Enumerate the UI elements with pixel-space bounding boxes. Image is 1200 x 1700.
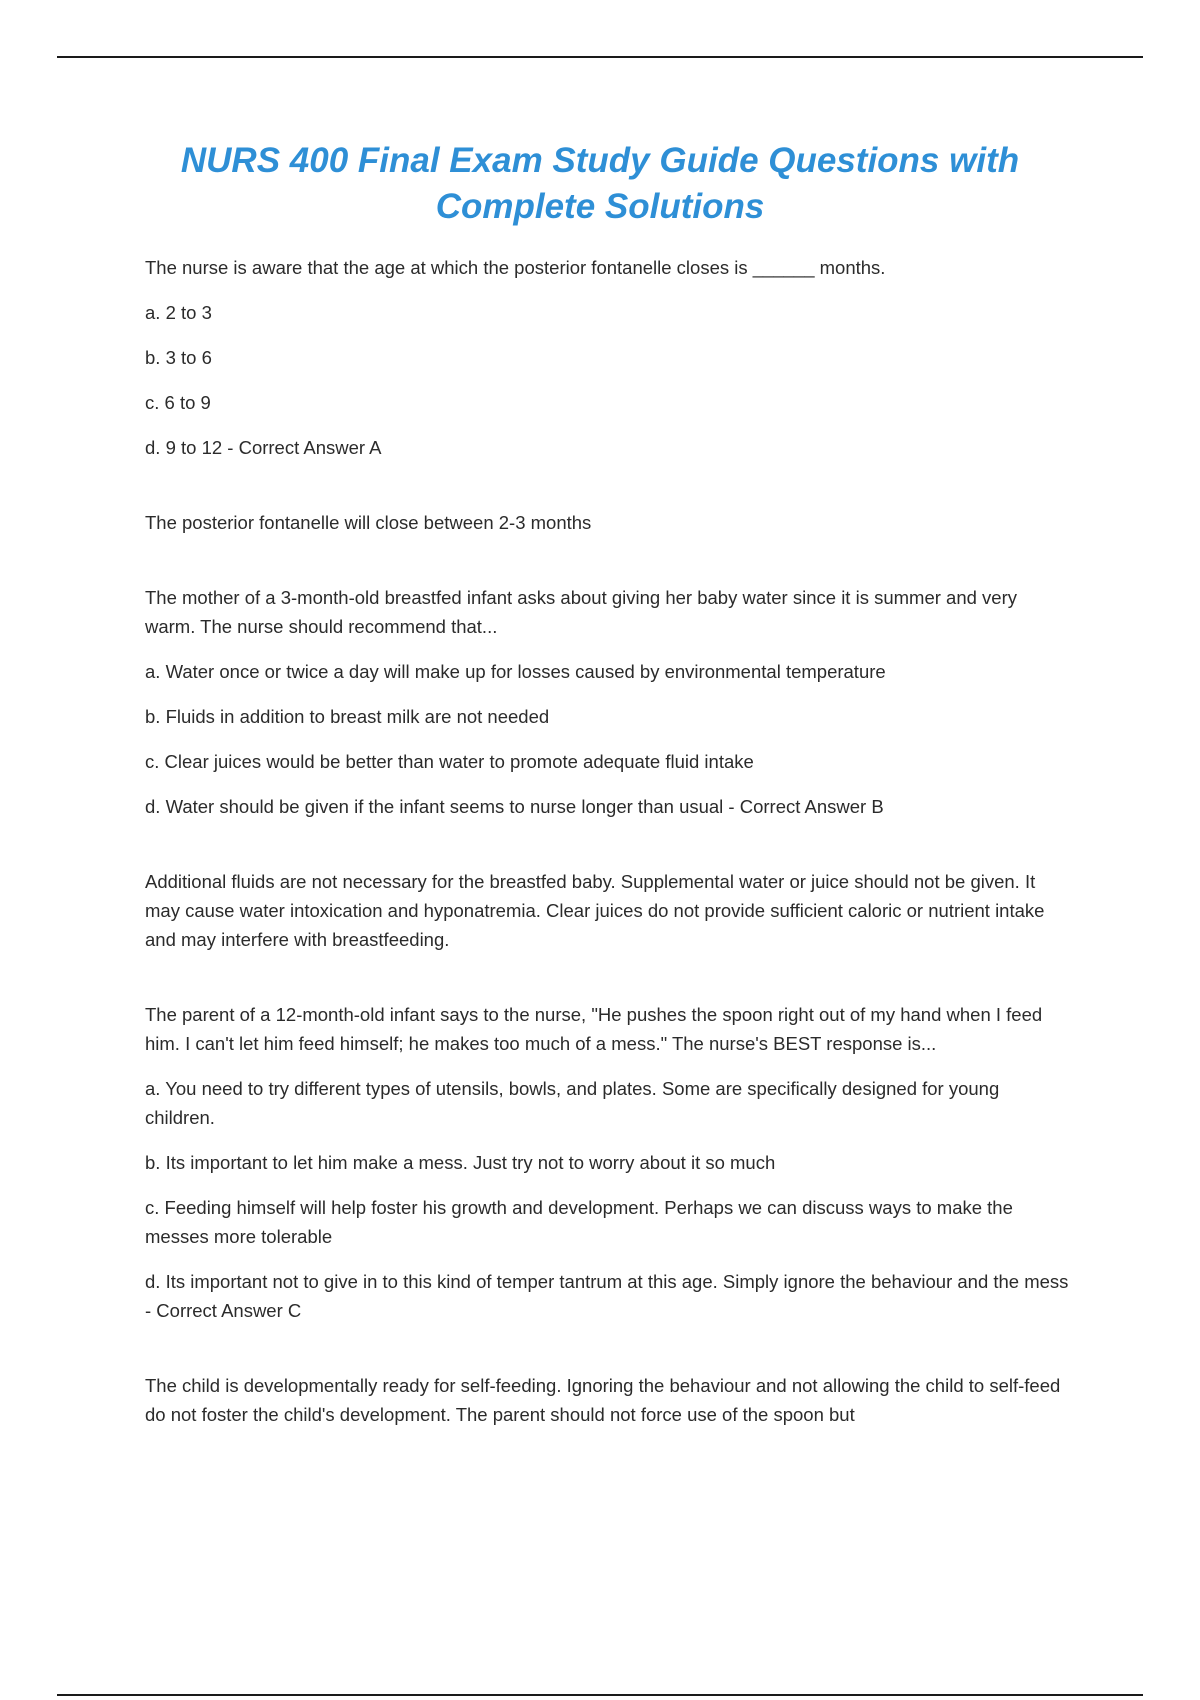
document-title: NURS 400 Final Exam Study Guide Questions with Complete Solutions bbox=[180, 141, 1020, 226]
bottom-divider bbox=[57, 1694, 1143, 1696]
question-text: The nurse is aware that the age at which the posterior fontanelle closes is ______ months. bbox=[145, 257, 886, 278]
rationale-text: Additional fluids are not necessary for the breastfed baby. Supplemental water or juice should not be given. It may cause water intoxication and hyponatremia. Clear juices do not provide sufficient caloric or nutrient intake and may interfere with breastfeeding. bbox=[145, 871, 1045, 950]
answer-option: d. 9 to 12 - Correct Answer A bbox=[145, 437, 382, 458]
question-text: The parent of a 12-month-old infant says to the nurse, "He pushes the spoon right out of my hand when I feed him. I can't let him feed himself; he makes too much of a mess." The nurse's BEST response is... bbox=[145, 1004, 1043, 1054]
answer-option: d. Water should be given if the infant seems to nurse longer than usual - Correct Answer B bbox=[145, 796, 884, 817]
answer-option: c. Clear juices would be better than water to promote adequate fluid intake bbox=[145, 751, 754, 772]
document-body bbox=[145, 253, 1070, 1445]
answer-option: b. Its important to let him make a mess. Just try not to worry about it so much bbox=[145, 1152, 776, 1173]
answer-option: c. Feeding himself will help foster his growth and development. Perhaps we can discuss ways to make the messes more tolerable bbox=[145, 1197, 1013, 1247]
top-divider bbox=[57, 56, 1143, 58]
answer-option: d. Its important not to give in to this kind of temper tantrum at this age. Simply ignore the behaviour and the mess - Correct Answer C bbox=[145, 1271, 1069, 1321]
answer-option: b. 3 to 6 bbox=[145, 347, 212, 368]
answer-option: a. Water once or twice a day will make up for losses caused by environmental temperature bbox=[145, 661, 886, 682]
question-text: The mother of a 3-month-old breastfed infant asks about giving her baby water since it is summer and very warm. The nurse should recommend that... bbox=[145, 587, 1017, 637]
answer-option: b. Fluids in addition to breast milk are not needed bbox=[145, 706, 550, 727]
rationale-text: The posterior fontanelle will close between 2-3 months bbox=[145, 512, 592, 533]
answer-option: c. 6 to 9 bbox=[145, 392, 211, 413]
rationale-text: The child is developmentally ready for self-feeding. Ignoring the behaviour and not allowing the child to self-feed do not foster the child's development. The parent should not force use of the spoon but bbox=[145, 1375, 1061, 1425]
answer-option: a. You need to try different types of utensils, bowls, and plates. Some are specifically designed for young children. bbox=[145, 1078, 1000, 1128]
answer-option: a. 2 to 3 bbox=[145, 302, 212, 323]
